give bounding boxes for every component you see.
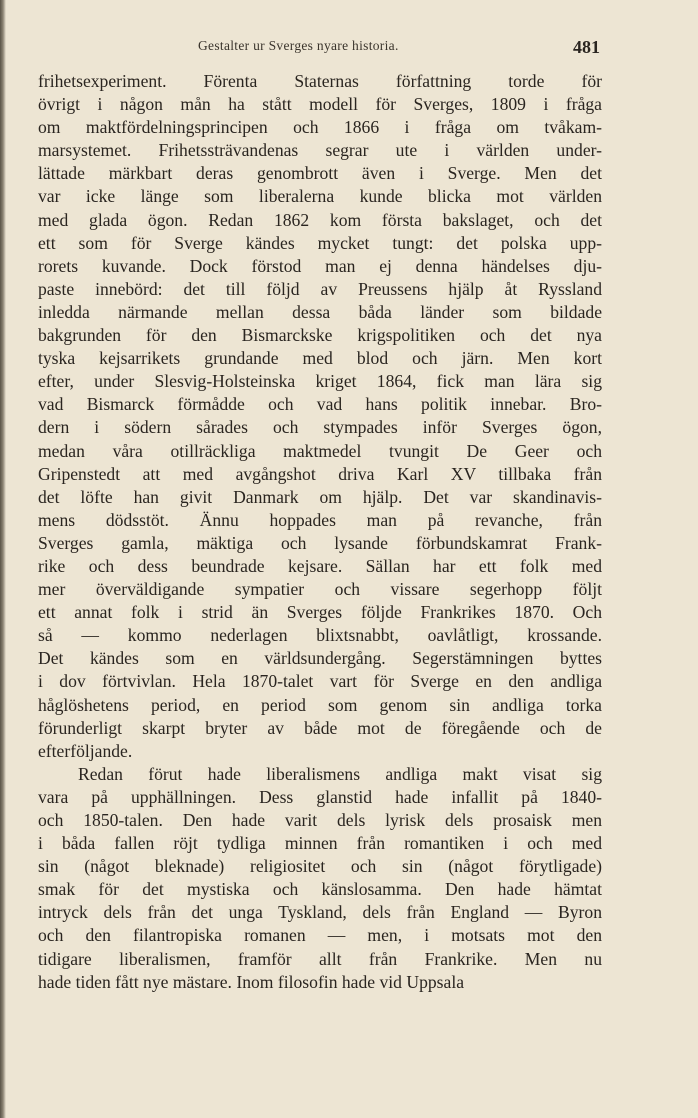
paragraph	[38, 763, 602, 994]
text-line: med glada ögon. Redan 1862 kom första bakslaget, och det	[38, 209, 602, 230]
text-line: förunderligt skarpt bryter av både mot de föregående och de	[38, 717, 602, 738]
text-line: ett som för Sverge kändes mycket tungt: det polska upp-	[38, 232, 602, 253]
text-line: mer överväldigande sympatier och vissare segerhopp följt	[38, 579, 602, 600]
text-line: marsystemet. Frihetssträvandenas segrar ute i världen under-	[38, 140, 602, 161]
text-line: och 1850-talen. Den hade varit dels lyrisk dels prosaisk men	[38, 810, 602, 830]
text-line: i båda fallen röjt tydliga minnen från romantiken i och med	[38, 833, 602, 854]
text-line: tyska kejsarrikets grundande med blod och järn. Men kort	[38, 348, 602, 369]
text-line: Redan förut hade liberalismens andliga makt visat sig	[78, 763, 602, 784]
body-text	[38, 70, 602, 994]
text-line: inledda närmande mellan dessa båda länder som bildade	[38, 301, 602, 322]
text-line: medan våra otillräckliga maktmedel tvungit De Geer och	[38, 440, 602, 461]
text-line: rike och dess beundrade kejsare. Sällan har ett folk med	[38, 555, 602, 576]
text-line: Det kändes som en världsundergång. Segerstämningen byttes	[38, 648, 602, 669]
text-line: vara på upphällningen. Dess glanstid hade infallit på 1840-	[38, 786, 602, 807]
text-line: rorets kuvande. Dock förstod man ej denna händelses dju-	[38, 255, 602, 276]
paragraph	[38, 70, 602, 763]
text-line: mens dödsstöt. Ännu hoppades man på revanche, från	[38, 509, 602, 530]
text-line: det löfte han givit Danmark om hjälp. Det var skandinavis-	[38, 486, 602, 507]
text-line: tidigare liberalismen, framför allt från Frankrike. Men nu	[38, 948, 602, 969]
text-line: var icke länge som liberalerna kunde blicka mot världen	[38, 186, 602, 207]
text-line: efterföljande.	[38, 740, 133, 761]
text-line: om maktfördelningsprincipen och 1866 i fråga om tvåkam-	[38, 117, 602, 138]
text-line: efter, under Slesvig-Holsteinska kriget 1864, fick man lära sig	[38, 371, 602, 392]
text-line: frihetsexperiment. Förenta Staternas författning torde för	[38, 71, 602, 91]
text-line: sin (något bleknade) religiositet och sin (något förytligade)	[38, 856, 602, 877]
page-number: 481	[573, 37, 600, 57]
text-line: ett annat folk i strid än Sverges följde Frankrikes 1870. Och	[38, 602, 602, 623]
running-head	[38, 38, 600, 56]
text-line: dern i södern sårades och stympades inför Sverges ögon,	[38, 417, 602, 438]
running-title: Gestalter ur Sverges nyare historia.	[198, 38, 399, 53]
text-line: vad Bismarck förmådde och vad hans politik innebar. Bro-	[38, 394, 602, 415]
text-line: bakgrunden för den Bismarckske krigspolitiken och det nya	[38, 325, 602, 346]
page-binding-edge	[0, 0, 6, 1118]
text-line: paste innebörd: det till följd av Preussens hjälp åt Ryssland	[38, 278, 602, 299]
text-line: hade tiden fått nye mästare. Inom filosofin hade vid Uppsala	[38, 971, 465, 992]
text-line: och den filantropiska romanen — men, i motsats mot den	[38, 925, 602, 946]
text-line: smak för det mystiska och känslosamma. Den hade hämtat	[38, 879, 602, 900]
text-line: Sverges gamla, mäktiga och lysande förbundskamrat Frank-	[38, 532, 602, 553]
text-line: intryck dels från det unga Tyskland, dels från England — Byron	[38, 902, 602, 923]
text-line: så — kommo nederlagen blixtsnabbt, oavlåtligt, krossande.	[38, 625, 602, 646]
text-line: övrigt i någon mån ha stått modell för Sverges, 1809 i fråga	[38, 94, 602, 115]
text-line: i dov förtvivlan. Hela 1870-talet vart för Sverge en den andliga	[38, 671, 602, 692]
text-line: Gripenstedt att med avgångshot driva Karl XV tillbaka från	[38, 463, 602, 484]
text-line: håglöshetens period, en period som genom sin andliga torka	[38, 694, 602, 715]
text-line: lättade märkbart deras genombrott även i Sverge. Men det	[38, 163, 602, 184]
